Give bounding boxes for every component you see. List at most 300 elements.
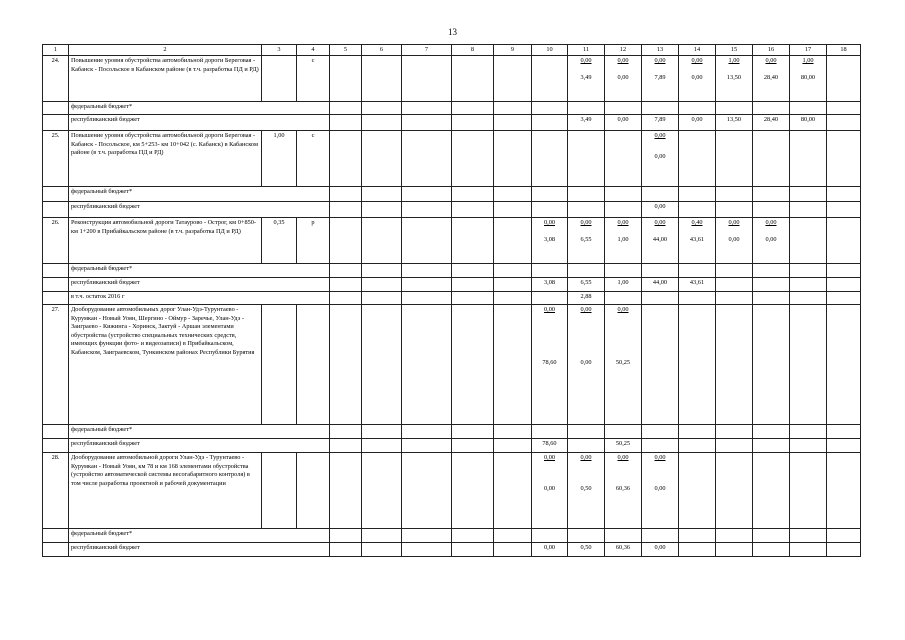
value-cell <box>753 292 790 305</box>
row-description: Повышение уровня обустройства автомобильной дороги Береговая - Кабанск - Посольское в Кабанском районе (в т.ч. разработка ПД и РД) <box>69 56 262 102</box>
republic-budget-value: 13,50 <box>726 73 742 81</box>
value-cell <box>827 529 861 543</box>
value-cell: 0,00 <box>642 543 679 557</box>
total-value: 0,00 <box>580 306 592 313</box>
republic-budget-value: 0,00 <box>654 152 666 160</box>
value-cell <box>790 453 827 529</box>
value-cell <box>330 131 362 187</box>
row-description: Реконструкция автомобильной дороги Татаурово - Острог, км 0+850-км 1+200 в Прибайкальском районе (в т.ч. разработка ПД и РД) <box>69 218 262 264</box>
value-cell <box>790 305 827 425</box>
value-cell <box>716 305 753 425</box>
value-cell: 50,25 <box>605 439 642 453</box>
column-header: 15 <box>716 45 753 56</box>
value-cell <box>330 292 362 305</box>
table-row-budget <box>43 439 861 453</box>
row-description: Дооборудование автомобильных дорог Улан-Удэ-Турунтаево - Курумкан - Новый Уоян, Шергино - Оймур - Заречье, Улан-Удэ - Заиграево - Кижинга - Хоринск, Зактуй - Аршан элементами обустройства (устройство специальных технических средств, имеющих функции фото- и видеозаписи) в Прибайкальском, Кабанском, Заиграевском, Тункинском районах Республики Бурятия <box>69 305 262 425</box>
value-cell <box>679 218 716 264</box>
value-cell <box>452 305 494 425</box>
value-cell <box>494 292 532 305</box>
value-cell <box>605 56 642 102</box>
value-cell <box>753 305 790 425</box>
value-cell <box>679 264 716 278</box>
value-cell <box>568 529 605 543</box>
value-cell <box>402 529 452 543</box>
value-cell <box>330 529 362 543</box>
value-cell <box>716 202 753 218</box>
value-cell <box>402 453 452 529</box>
value-cell <box>402 292 452 305</box>
total-value: 0,00 <box>580 219 592 226</box>
republic-budget-value: 28,40 <box>763 73 779 81</box>
column-header: 1 <box>43 45 69 56</box>
value-cell <box>568 102 605 115</box>
value-cell <box>452 292 494 305</box>
value-cell <box>642 425 679 439</box>
value-cell <box>494 529 532 543</box>
value-cell <box>494 453 532 529</box>
value-cell <box>402 202 452 218</box>
value-cell <box>790 56 827 102</box>
value-cell <box>790 292 827 305</box>
value-cell <box>753 264 790 278</box>
value-cell <box>790 131 827 187</box>
value-cell <box>679 425 716 439</box>
value-cell <box>827 305 861 425</box>
total-value: 0,00 <box>617 454 629 461</box>
value-cell <box>716 453 753 529</box>
value-cell <box>568 187 605 202</box>
republic-budget-value: 0,00 <box>617 73 629 81</box>
value-cell <box>330 264 362 278</box>
value-cell <box>753 543 790 557</box>
value-cell <box>679 102 716 115</box>
total-value: 0,00 <box>543 219 556 226</box>
value-cell <box>790 202 827 218</box>
value-cell <box>494 543 532 557</box>
republic-budget-value: 3,08 <box>543 235 556 243</box>
column-4-value: с <box>297 56 330 102</box>
column-header: 18 <box>827 45 861 56</box>
value-cell <box>679 131 716 187</box>
value-cell <box>827 115 861 131</box>
value-cell <box>790 218 827 264</box>
value-cell <box>402 305 452 425</box>
value-cell <box>452 115 494 131</box>
republic-budget-value: 6,55 <box>580 235 592 243</box>
value-cell: 0,50 <box>568 543 605 557</box>
table-row-budget <box>43 102 861 115</box>
total-value: 0,00 <box>654 219 666 226</box>
value-cell <box>753 187 790 202</box>
value-cell <box>532 202 568 218</box>
value-cell <box>827 292 861 305</box>
value-cell: 3,49 <box>568 115 605 131</box>
republic-budget-value: 3,49 <box>580 73 592 81</box>
value-cell <box>642 439 679 453</box>
value-cell <box>330 56 362 102</box>
value-cell <box>605 102 642 115</box>
page-number: 13 <box>448 27 457 37</box>
value-cell <box>642 529 679 543</box>
budget-label: федеральный бюджет* <box>69 187 330 202</box>
column-header: 3 <box>262 45 297 56</box>
row-number-empty <box>43 543 69 557</box>
republic-budget-value: 0,00 <box>654 484 666 492</box>
value-cell <box>753 453 790 529</box>
republic-budget-value: 0,00 <box>765 235 777 243</box>
column-header: 4 <box>297 45 330 56</box>
republic-budget-value: 0,00 <box>691 73 703 81</box>
row-description: Повышение уровня обустройства автомобильной дороги Береговая - Кабанск - Посольское, км 5+253- км 10+042 (с. Кабанск) в Кабанском районе (в т.ч. разработка ПД и РД) <box>69 131 262 187</box>
value-cell <box>532 115 568 131</box>
value-cell <box>362 202 402 218</box>
value-cell <box>605 425 642 439</box>
row-number: 27. <box>43 305 69 425</box>
value-cell: 0,00 <box>532 543 568 557</box>
value-cell <box>790 425 827 439</box>
value-cell <box>753 102 790 115</box>
value-cell <box>790 187 827 202</box>
row-number: 28. <box>43 453 69 529</box>
value-cell <box>532 305 568 425</box>
value-cell <box>605 292 642 305</box>
value-cell <box>532 425 568 439</box>
value-cell <box>330 425 362 439</box>
value-cell <box>716 425 753 439</box>
value-cell <box>532 453 568 529</box>
value-cell <box>452 56 494 102</box>
value-cell <box>330 115 362 131</box>
row-number-empty <box>43 102 69 115</box>
value-cell: 0,00 <box>679 115 716 131</box>
column-4-value <box>297 305 330 425</box>
value-cell <box>452 202 494 218</box>
value-cell <box>642 453 679 529</box>
value-cell <box>716 292 753 305</box>
value-cell <box>568 218 605 264</box>
value-cell <box>402 218 452 264</box>
column-4-value: р <box>297 218 330 264</box>
value-cell <box>568 56 605 102</box>
republic-budget-value: 78,60 <box>542 358 557 366</box>
total-value: 0,00 <box>765 219 777 226</box>
value-cell: 1,00 <box>605 278 642 292</box>
value-cell <box>362 56 402 102</box>
row-number: 24. <box>43 56 69 102</box>
value-cell <box>679 439 716 453</box>
budget-label: федеральный бюджет* <box>69 264 330 278</box>
table-row-budget <box>43 292 861 305</box>
value-cell <box>330 202 362 218</box>
total-value: 0,00 <box>543 306 556 313</box>
value-cell <box>494 202 532 218</box>
value-cell <box>790 439 827 453</box>
republic-budget-value: 0,00 <box>580 358 592 366</box>
value-cell <box>642 187 679 202</box>
value-cell <box>753 218 790 264</box>
column-header: 8 <box>452 45 494 56</box>
value-cell <box>679 187 716 202</box>
value-cell <box>452 543 494 557</box>
value-cell <box>402 187 452 202</box>
value-cell <box>452 439 494 453</box>
value-cell <box>330 278 362 292</box>
value-cell <box>827 56 861 102</box>
total-value: 0,00 <box>691 57 703 64</box>
header-row <box>43 45 861 56</box>
value-cell <box>642 218 679 264</box>
column-header: 6 <box>362 45 402 56</box>
value-cell <box>362 187 402 202</box>
value-cell <box>494 425 532 439</box>
row-number-empty <box>43 425 69 439</box>
value-cell <box>605 218 642 264</box>
value-cell <box>827 187 861 202</box>
value-cell <box>362 115 402 131</box>
value-cell <box>642 102 679 115</box>
value-cell <box>679 529 716 543</box>
budget-label: республиканский бюджет <box>69 115 330 131</box>
value-cell <box>827 202 861 218</box>
value-cell: 28,40 <box>753 115 790 131</box>
value-cell <box>402 131 452 187</box>
value-cell <box>605 305 642 425</box>
table-row-item <box>43 218 861 264</box>
value-cell <box>362 439 402 453</box>
value-cell <box>827 453 861 529</box>
value-cell <box>362 102 402 115</box>
republic-budget-value: 43,61 <box>689 235 705 243</box>
value-cell <box>362 543 402 557</box>
value-cell <box>362 264 402 278</box>
budget-label: федеральный бюджет* <box>69 425 330 439</box>
total-value: 1,00 <box>802 57 814 64</box>
value-cell: 80,00 <box>790 115 827 131</box>
value-cell <box>362 453 402 529</box>
value-cell: 60,36 <box>605 543 642 557</box>
value-cell <box>827 543 861 557</box>
value-cell <box>452 102 494 115</box>
value-cell <box>716 529 753 543</box>
row-description: Дооборудование автомобильной дороги Улан-Удэ - Турунтаево - Курумкан - Новый Уоян, км 78 и км 168 элементами обустройства (устройство автоматической системы весогабаритного контроля) в том числе разработка проектной и рабочей документации <box>69 453 262 529</box>
table-row-budget <box>43 202 861 218</box>
republic-budget-value: 0,50 <box>580 484 592 492</box>
value-cell <box>716 264 753 278</box>
value-cell <box>330 102 362 115</box>
budget-label: федеральный бюджет* <box>69 102 330 115</box>
value-cell <box>494 102 532 115</box>
value-cell <box>362 425 402 439</box>
value-cell <box>494 439 532 453</box>
value-cell <box>362 131 402 187</box>
value-cell <box>827 264 861 278</box>
value-cell <box>532 264 568 278</box>
republic-budget-value: 0,00 <box>728 235 740 243</box>
value-cell <box>827 425 861 439</box>
value-cell: 78,60 <box>532 439 568 453</box>
value-cell <box>679 453 716 529</box>
table-row-budget <box>43 529 861 543</box>
value-cell <box>568 425 605 439</box>
value-cell: 7,89 <box>642 115 679 131</box>
value-cell <box>494 278 532 292</box>
value-cell <box>605 529 642 543</box>
value-cell <box>568 131 605 187</box>
total-value: 0,00 <box>654 57 666 64</box>
total-value: 0,00 <box>580 57 592 64</box>
republic-budget-value: 60,36 <box>615 484 631 492</box>
column-header: 10 <box>532 45 568 56</box>
republic-budget-value: 1,00 <box>617 235 629 243</box>
value-cell <box>532 187 568 202</box>
column-header: 12 <box>605 45 642 56</box>
column-header: 11 <box>568 45 605 56</box>
republic-budget-value: 80,00 <box>800 73 816 81</box>
value-cell <box>362 218 402 264</box>
value-cell <box>790 543 827 557</box>
value-cell <box>753 202 790 218</box>
value-cell <box>452 264 494 278</box>
row-number-empty <box>43 264 69 278</box>
value-cell <box>827 131 861 187</box>
value-cell: 2,88 <box>568 292 605 305</box>
value-cell <box>402 264 452 278</box>
value-cell <box>330 187 362 202</box>
value-cell <box>642 56 679 102</box>
value-cell <box>642 131 679 187</box>
value-cell <box>716 278 753 292</box>
column-header: 14 <box>679 45 716 56</box>
value-cell <box>494 264 532 278</box>
republic-budget-value: 7,89 <box>654 73 666 81</box>
value-cell <box>402 102 452 115</box>
value-cell <box>753 278 790 292</box>
value-cell <box>402 439 452 453</box>
value-cell <box>716 543 753 557</box>
value-cell <box>605 202 642 218</box>
row-number-empty <box>43 439 69 453</box>
table-row-budget <box>43 543 861 557</box>
value-cell <box>642 264 679 278</box>
table-row-item <box>43 56 861 102</box>
value-cell <box>642 292 679 305</box>
value-cell: 43,61 <box>679 278 716 292</box>
value-cell <box>568 305 605 425</box>
value-cell <box>452 131 494 187</box>
column-4-value: с <box>297 131 330 187</box>
column-header: 16 <box>753 45 790 56</box>
table-row-budget <box>43 115 861 131</box>
budget-label: в т.ч. остаток 2016 г <box>69 292 330 305</box>
value-cell <box>642 305 679 425</box>
value-cell <box>402 543 452 557</box>
value-cell <box>827 102 861 115</box>
value-cell <box>827 218 861 264</box>
value-cell <box>532 102 568 115</box>
value-cell: 6,55 <box>568 278 605 292</box>
value-cell <box>716 187 753 202</box>
value-cell <box>605 131 642 187</box>
budget-label: федеральный бюджет* <box>69 529 330 543</box>
column-4-value <box>297 453 330 529</box>
value-cell <box>494 115 532 131</box>
value-cell <box>330 543 362 557</box>
column-header: 9 <box>494 45 532 56</box>
value-cell <box>532 56 568 102</box>
value-cell <box>452 187 494 202</box>
value-cell <box>402 56 452 102</box>
value-cell <box>452 278 494 292</box>
value-cell <box>330 305 362 425</box>
value-cell <box>494 131 532 187</box>
column-header: 2 <box>69 45 262 56</box>
republic-budget-value: 44,00 <box>652 235 668 243</box>
column-header: 13 <box>642 45 679 56</box>
row-number-empty <box>43 529 69 543</box>
total-value: 0,00 <box>580 454 592 461</box>
value-cell <box>605 187 642 202</box>
column-3-value <box>262 56 297 102</box>
total-value: 0,00 <box>765 57 777 64</box>
value-cell <box>679 543 716 557</box>
table-row-item <box>43 131 861 187</box>
value-cell <box>753 56 790 102</box>
value-cell: 0,00 <box>642 202 679 218</box>
column-3-value: 1,00 <box>262 131 297 187</box>
column-3-value: 0,35 <box>262 218 297 264</box>
value-cell <box>532 218 568 264</box>
total-value: 0,00 <box>654 132 666 139</box>
value-cell <box>790 264 827 278</box>
budget-label: республиканский бюджет <box>69 278 330 292</box>
value-cell <box>568 453 605 529</box>
republic-budget-value: 0,00 <box>543 484 556 492</box>
row-number-empty <box>43 115 69 131</box>
value-cell <box>494 187 532 202</box>
value-cell <box>452 425 494 439</box>
value-cell <box>452 218 494 264</box>
republic-budget-value: 50,25 <box>615 358 631 366</box>
total-value: 0,00 <box>543 454 556 461</box>
value-cell <box>568 439 605 453</box>
value-cell <box>679 56 716 102</box>
value-cell <box>716 56 753 102</box>
total-value: 0,00 <box>617 306 629 313</box>
value-cell <box>679 202 716 218</box>
table-row-item <box>43 453 861 529</box>
value-cell <box>716 439 753 453</box>
value-cell <box>568 264 605 278</box>
budget-label: республиканский бюджет <box>69 439 330 453</box>
value-cell <box>753 439 790 453</box>
value-cell <box>790 529 827 543</box>
value-cell <box>532 292 568 305</box>
value-cell <box>494 56 532 102</box>
row-number-empty <box>43 292 69 305</box>
value-cell <box>679 292 716 305</box>
table-row-budget <box>43 278 861 292</box>
total-value: 0,00 <box>617 57 629 64</box>
value-cell: 44,00 <box>642 278 679 292</box>
value-cell <box>452 529 494 543</box>
column-header: 17 <box>790 45 827 56</box>
value-cell <box>362 278 402 292</box>
table-row-item <box>43 305 861 425</box>
total-value: 1,00 <box>728 57 740 64</box>
value-cell <box>679 305 716 425</box>
value-cell <box>827 278 861 292</box>
column-header: 5 <box>330 45 362 56</box>
